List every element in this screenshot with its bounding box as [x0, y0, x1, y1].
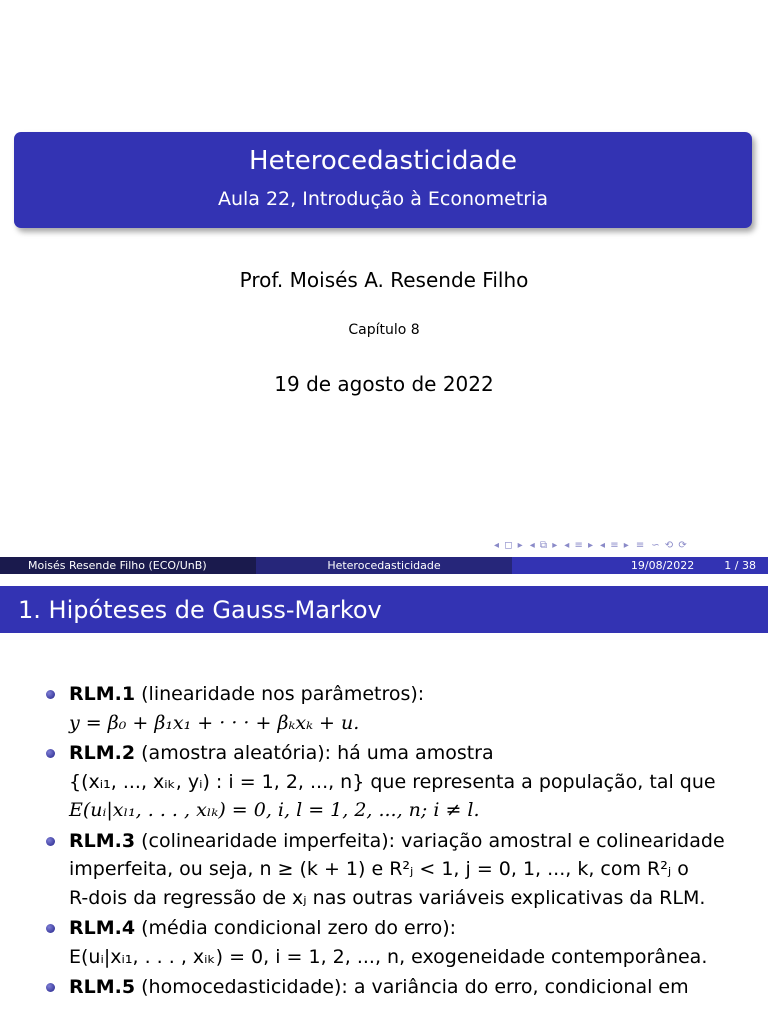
list-item [44, 827, 744, 913]
chapter-label: Capítulo 8 [348, 322, 420, 338]
item-label: RLM.4 [69, 917, 136, 939]
item-text: (média condicional zero do erro): [141, 917, 457, 939]
list-item [44, 973, 744, 1002]
presentation-title: Heterocedasticidade [249, 146, 517, 176]
item-label: RLM.2 [69, 742, 136, 764]
title-block [14, 132, 752, 228]
bullet-icon [46, 837, 55, 846]
item-text: (linearidade nos parâmetros): [141, 683, 425, 705]
item-text: E(uᵢ|xₗ₁, . . . , xₗₖ) = 0, i, l = 1, 2, ..., n; i ≠ l. [69, 799, 480, 821]
nav-search-back-icon[interactable]: ∽ ⟲ ⟳ [651, 539, 688, 551]
item-text: (colinearidade imperfeita): variação amostral e colinearidade [141, 829, 725, 852]
item-label: RLM.5 [69, 976, 136, 998]
nav-subsection-icon[interactable]: ◂ ⧉ ▸ [529, 539, 559, 551]
nav-toc-icon[interactable]: ≡ [635, 539, 646, 551]
nav-presentation-icon[interactable]: ◂ ≡ ▸ [600, 539, 630, 551]
item-text: (amostra aleatória): há uma amostra [141, 742, 494, 764]
list-item [44, 739, 744, 825]
item-text: y = β₀ + β₁x₁ + · · · + βₖxₖ + u. [69, 711, 360, 734]
nav-frame-icon[interactable]: ◂ ◻ ▸ [494, 539, 524, 551]
footer-author: Moisés Resende Filho (ECO/UnB) [0, 557, 256, 574]
footer-right [512, 557, 768, 574]
nav-section-icon[interactable]: ◂ ≡ ▸ [564, 539, 595, 551]
item-text: R-dois da regressão de xⱼ nas outras variáveis explicativas da RLM. [69, 886, 706, 909]
frame-title: 1. Hipóteses de Gauss-Markov [0, 586, 768, 633]
list-item [44, 914, 744, 971]
item-text: (homocedasticidade): a variância do erro, condicional em [141, 976, 689, 998]
bullet-icon [46, 690, 55, 699]
bullet-icon [46, 749, 55, 758]
item-text: {(xᵢ₁, ..., xᵢₖ, yᵢ) : i = 1, 2, ..., n} que representa a população, tal que [69, 770, 716, 793]
presentation-subtitle: Aula 22, Introdução à Econometria [217, 188, 549, 210]
list-item [44, 680, 744, 737]
item-label: RLM.1 [69, 683, 136, 705]
footer-page-number: 1 / 38 [724, 559, 756, 572]
bullet-icon [46, 924, 55, 933]
presentation-date: 19 de agosto de 2022 [274, 372, 494, 396]
item-text: E(uᵢ|xᵢ₁, . . . , xᵢₖ) = 0, i = 1, 2, ..., n, exogeneidade contemporânea. [69, 945, 708, 968]
item-text: imperfeita, ou seja, n ≥ (k + 1) e R²ⱼ < 1, j = 0, 1, ..., k, com R²ⱼ o [69, 858, 689, 880]
footer-bar [0, 557, 768, 574]
author-name: Prof. Moisés A. Resende Filho [239, 268, 529, 292]
item-label: RLM.3 [69, 829, 136, 852]
bullet-icon [46, 983, 55, 992]
assumption-list [44, 680, 744, 1004]
footer-date: 19/08/2022 [630, 559, 695, 572]
footer-title: Heterocedasticidade [256, 557, 512, 574]
beamer-navigation [494, 536, 764, 554]
